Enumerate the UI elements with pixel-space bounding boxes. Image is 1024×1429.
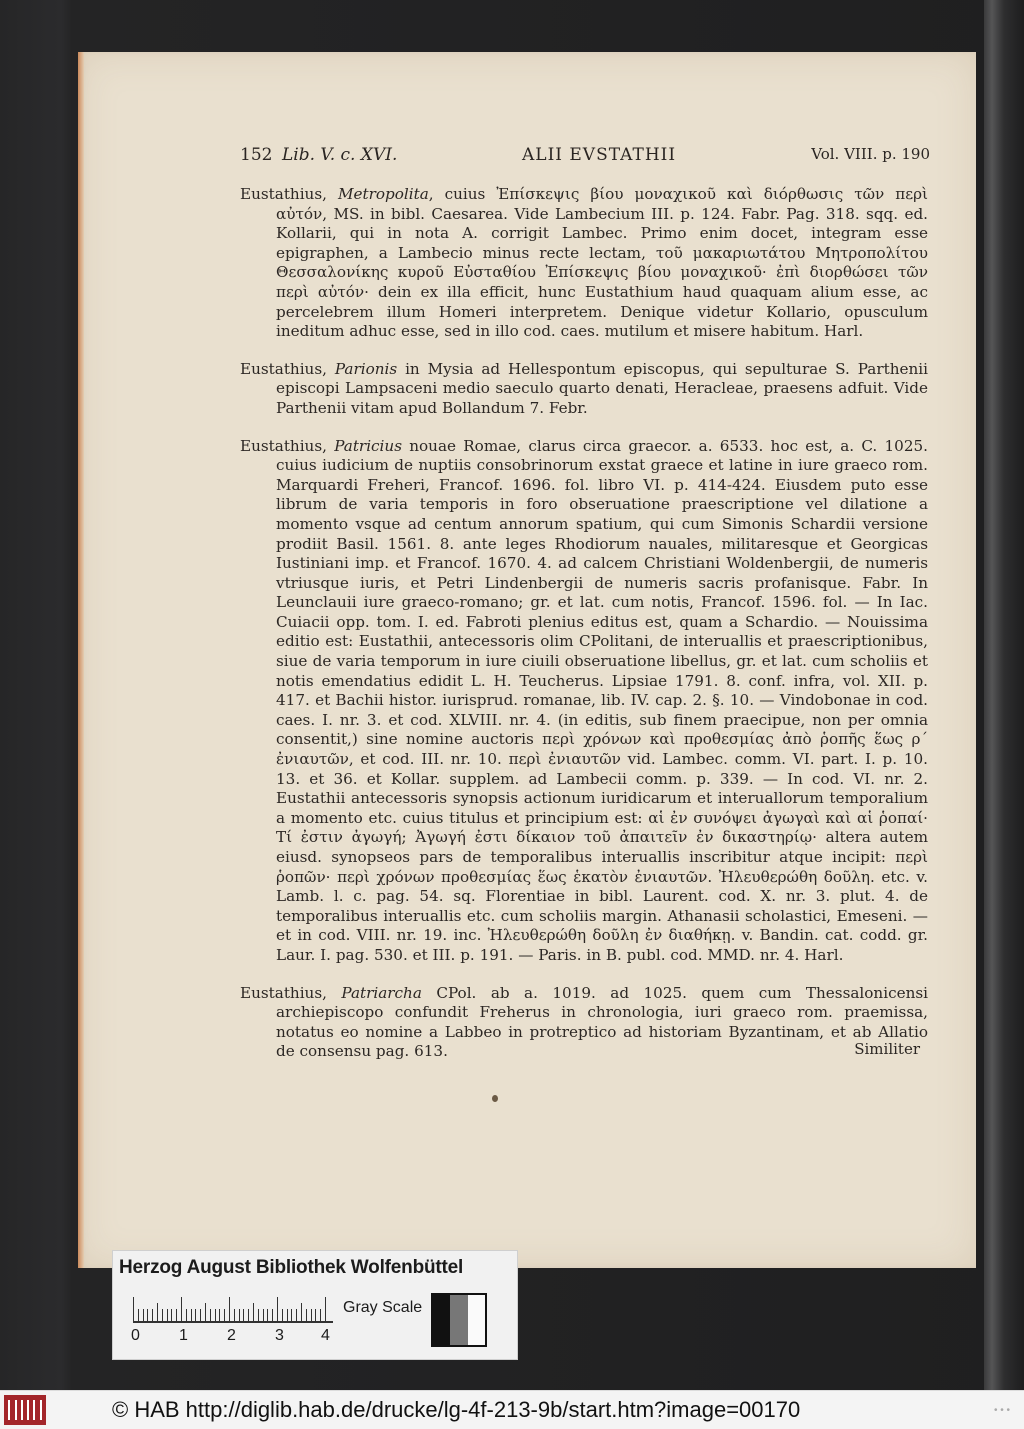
ruler-tick	[243, 1309, 244, 1321]
ruler-tick	[311, 1309, 312, 1321]
ruler-tick	[224, 1309, 225, 1321]
ruler-tick	[291, 1309, 292, 1321]
entry-body: , cuius Ἐπίσκεψις βίου μοναχικοῦ καὶ διόρθωσις τῶν περὶ αὐτόν, MS. in bibl. Caesarea. Vide Lambecium III. p. 124. Fabr. Pag. 318. sqq. ed. Kollarii, qui in nota A. corrigit Lambec. Primo enim docet, integram esse epigraphen, a Lambecio minus recte lectam, τοῦ μακαριωτάτου Μητροπολίτου Θεσσαλονίκης κυροῦ Εὐσταθίου Ἐπίσκεψις βίου μοναχικοῦ· ἐπὶ διορθώσει τῶν περὶ αὐτόν· dein ex illa efficit, hunc Eustathium haud quaquam alium esse, ac percelebrem illum Homeri interpretem. Denique videtur Kollario, opusculum ineditum adhuc esse, sed in illo cod. caes. mutilum et misere habitum. Harl.	[276, 185, 928, 341]
entry-head: Eustathius,	[240, 359, 335, 378]
ruler-tick	[320, 1309, 321, 1321]
entry-name: Patricius	[334, 436, 402, 455]
ruler-tick	[287, 1309, 288, 1321]
ruler-tick	[205, 1303, 206, 1321]
entry-body: CPol. ab a. 1019. ad 1025. quem cum Thessalonicensi archiepiscopo confundit Freherus in chronologia, iuri graeco rom. praemissa, notatus eo nomine a Labbeo in protreptico ad historiam Byzantinam, et ab Allatio de consensu pag. 613.	[276, 983, 929, 1061]
catchword: Similiter	[854, 1040, 920, 1058]
page-left-edge	[78, 52, 84, 1268]
swatch-gray	[450, 1295, 467, 1345]
next-page-edge	[984, 0, 1024, 1390]
entry-head: Eustathius,	[240, 436, 335, 455]
scale-ruler	[133, 1295, 333, 1323]
ruler-tick	[253, 1303, 254, 1321]
page-number: 152	[240, 145, 273, 165]
entry-name: Parionis	[334, 359, 398, 378]
ruler-tick	[282, 1309, 283, 1321]
ruler-tick	[248, 1309, 249, 1321]
ruler-tick	[133, 1297, 134, 1321]
book-reference: Lib. V. c. XVI.	[282, 145, 398, 165]
ruler-tick	[143, 1309, 144, 1321]
ruler-tick	[167, 1309, 168, 1321]
color-reference-card	[112, 1250, 518, 1360]
footer-dots: • • •	[993, 1405, 1010, 1416]
entry-body: nouae Romae, clarus circa graecor. a. 6533. hoc est, a. C. 1025. cuius iudicium de nuptiis consobrinorum exstat graece et latine in iure graeco rom. Marquardi Freheri, Francof. 1696. fol. libro VI. p. 414-424. Eiusdem puto esse librum de varia temporis in foro obseruatione praescriptione vel dilatione a momento vsque ad centum annorum spatium, qui cum Simonis Schardii versione prodiit Basil. 1561. 8. ante leges Rhodiorum nauales, militaresque et Georgicas Iustiniani imp. et Francof. 1670. 4. ad calcem Christiani Woldenbergii, de numeris vtriusque iuris, et Petri Lindenbergii de numeris sacris profanisque. Fabr. In Leunclauii iure graeco-romano; gr. et lat. cum notis, Francof. 1596. fol. — In Iac. Cuiacii opp. tom. I. ed. Fabroti plenius editus est, quam a Schardio. — Nouissima editio est: Eustathii, antecessoris olim CPolitani, de interuallis et praescriptionibus, siue de varia temporum in iure ciuili obseruatione libellus, gr. et lat. cum scholiis et notis emendatius edidit L. H. Teucherus. Lipsiae 1791. 8. conf. infra, vol. XII. p. 417. et Bachii histor. iurisprud. romanae, lib. IV. cap. 2. §. 10. — Vindobonae in cod. caes. I. nr. 3. et cod. XLVIII. nr. 4. (in editis, sub finem praecipue, non per omnia consentit,) sine nomine auctoris περὶ χρόνων καὶ προθεσμίας ἀπὸ ῥοπῆς ἕως ρ´ ἐνιαυτῶν, et cod. III. nr. 10. περὶ ἐνιαυτῶν vid. Lambec. comm. VI. part. I. p. 10. 13. et 36. et Kollar. supplem. ad Lambecii comm. p. 339. — In cod. VI. nr. 2. Eustathii antecessoris synopsis actionum iuridicarum et interuallorum temporalium a momento etc. cuius titulus et principium est: αἱ ἐν συνόψει ἀγωγαὶ καὶ αἱ ῥοπαί· Τί ἐστιν ἀγωγή; Ἀγωγή ἐστι δίκαιον τοῦ ἀπαιτεῖν ἐν δικαστηρίῳ· altera autem eiusd. synopseos pars de temporalibus interuallis inscribitur atque incipit: περὶ ῥοπῶν· περὶ χρόνων προθεσμίας ἕως ἑκατὸν ἐνιαυτῶν. Ἠλευθερώθη δοῦλη. etc. v. Lamb. l. c. pag. 54. sq. Florentiae in bibl. Laurent. cod. X. nr. 3. plut. 4. de temporalibus interuallis etc. cum scholiis margin. Athanasii scholastici, Emeseni. — et in cod. VIII. nr. 19. inc. Ἠλευθερώθη δοῦλη ἐν διαθήκῃ. v. Bandin. cat. codd. gr. Laur. I. pag. 530. et III. p. 191. — Paris. in B. publ. cod. MMD. nr. 4. Harl.	[276, 436, 928, 964]
ruler-tick	[219, 1309, 220, 1321]
ruler-tick	[272, 1309, 273, 1321]
entry-head: Eustathius,	[240, 185, 338, 203]
ruler-number: 0	[131, 1327, 140, 1344]
ruler-tick	[176, 1309, 177, 1321]
ruler-tick	[186, 1309, 187, 1321]
entry-name: Metropolita	[337, 185, 429, 203]
ruler-tick	[200, 1309, 201, 1321]
gray-scale-label: Gray Scale	[343, 1299, 423, 1316]
entry-patricius	[240, 437, 928, 966]
volume-reference: Vol. VIII. p. 190	[811, 145, 930, 163]
ruler-tick	[181, 1297, 182, 1321]
swatch-black	[433, 1295, 450, 1345]
ruler-number: 1	[179, 1327, 188, 1344]
ruler-tick	[229, 1297, 230, 1321]
ruler-tick	[267, 1309, 268, 1321]
ruler-tick	[239, 1309, 240, 1321]
source-url[interactable]: © HAB http://diglib.hab.de/drucke/lg-4f-213-9b/start.htm?image=00170	[112, 1397, 801, 1422]
hab-logo-icon	[4, 1395, 46, 1425]
ruler-number: 3	[275, 1327, 284, 1344]
ink-spot	[492, 1095, 498, 1102]
ruler-tick	[277, 1297, 278, 1321]
ruler-tick	[306, 1309, 307, 1321]
ruler-tick	[191, 1309, 192, 1321]
ruler-tick	[210, 1309, 211, 1321]
entry-metropolita	[240, 185, 928, 342]
ruler-tick	[315, 1309, 316, 1321]
page-text	[240, 185, 928, 1080]
running-title: ALII EVSTATHII	[522, 145, 677, 165]
ruler-tick	[152, 1309, 153, 1321]
entry-body: in Mysia ad Hellespontum episcopus, qui sepulturae S. Parthenii episcopi Lampsaceni medio saeculo quarto denati, Heracleae, praesens adfuit. Vide Parthenii vitam apud Bollandum 7. Febr.	[276, 359, 928, 417]
entry-parionis	[240, 360, 928, 419]
entry-patriarcha	[240, 984, 928, 1062]
swatch-white	[468, 1295, 485, 1345]
entry-head: Eustathius,	[240, 983, 342, 1002]
ruler-tick	[157, 1303, 158, 1321]
ruler-number: 4	[321, 1327, 330, 1344]
ruler-tick	[215, 1309, 216, 1321]
ruler-number: 2	[227, 1327, 236, 1344]
ruler-tick	[138, 1309, 139, 1321]
ruler-tick	[162, 1309, 163, 1321]
viewer-footer	[0, 1390, 1024, 1429]
ruler-tick	[171, 1309, 172, 1321]
gray-scale-swatch	[431, 1293, 487, 1347]
ruler-tick	[263, 1309, 264, 1321]
ruler-tick	[301, 1303, 302, 1321]
library-name: Herzog August Bibliothek Wolfenbüttel	[119, 1257, 464, 1278]
ruler-numbers	[131, 1327, 351, 1347]
ruler-tick	[325, 1297, 326, 1321]
ruler-tick	[195, 1309, 196, 1321]
ruler-tick	[234, 1309, 235, 1321]
ruler-tick	[258, 1309, 259, 1321]
ruler-tick	[296, 1309, 297, 1321]
entry-name: Patriarcha	[341, 983, 422, 1002]
running-head	[240, 145, 930, 169]
ruler-tick	[147, 1309, 148, 1321]
